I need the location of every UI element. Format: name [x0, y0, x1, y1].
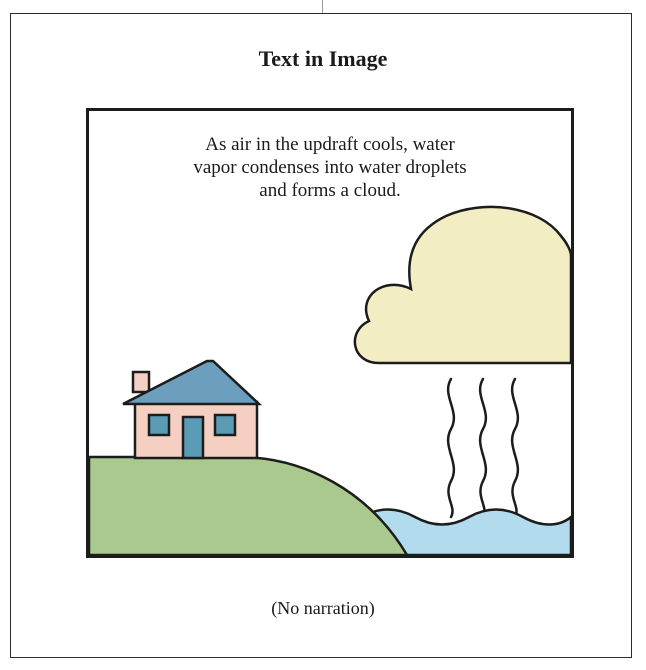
caption-text	[89, 134, 571, 202]
hill-icon	[89, 457, 407, 555]
caption-line: As air in the updraft cools, water	[205, 134, 455, 155]
rain-icon	[448, 379, 518, 517]
narration-text: (No narration)	[271, 598, 375, 618]
caption-line: vapor condenses into water droplets	[193, 156, 467, 178]
illustration-frame	[86, 108, 574, 558]
cloud-icon	[355, 207, 571, 363]
caption-line: and forms a cloud.	[259, 179, 401, 201]
page-title: Text in Image	[258, 46, 388, 71]
house-icon	[123, 361, 259, 458]
top-divider	[322, 0, 323, 13]
